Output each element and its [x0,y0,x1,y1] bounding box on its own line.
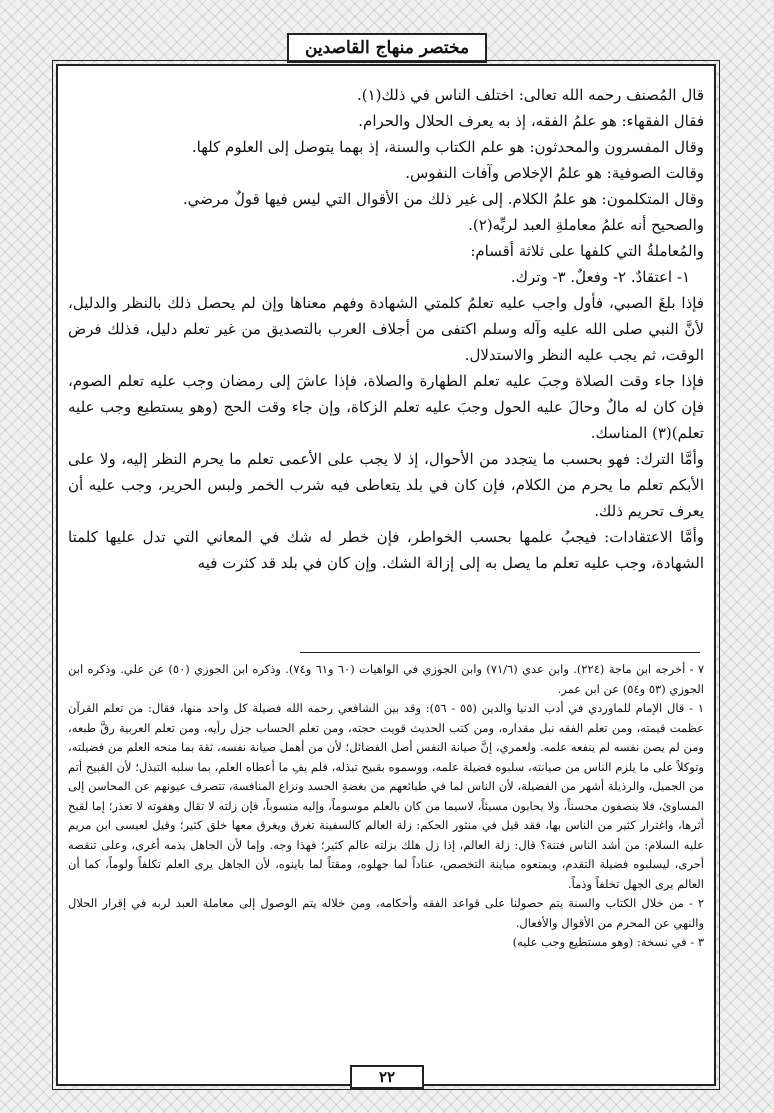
footnote: ٣ - في نسخة: (وهو مستطيع وجب عليه) [512,935,704,949]
page-content [56,64,716,1086]
paragraph: قال المُصنف رحمه الله تعالى: اختلف الناس في ذلك(١). [356,86,704,104]
footnote: ٧ - أخرجه ابن ماجة (٢٢٤). وابن عدي (٧١/٦) وابن الجوزي في الواهيات (٦٠ و٦١ و٧٤). وذكره ابن الجوزي (٥٠) عن علي. وذكره ابن الجوزي (٥٣ و٥٤) عن ابن عمر. [68,662,704,696]
paragraph: والصحيح أنه علمُ معاملةِ العبد لربِّه(٢). [468,216,704,234]
paragraph: فقال الفقهاء: هو علمُ الفقه، إذ به يعرف الحلال والحرام. [358,112,704,130]
footnote-separator [300,652,700,653]
paragraph: فإذا بلغَ الصبي، فأول واجب عليه تعلمُ كلمتي الشهادة وفهم معناها وإن لم يحصل ذلك بالنظر والدليل، لأنَّ النبي صلى الله عليه وآله وسلم اكتفى من أجلاف العرب بالتصديق من غير تعلم دليل، فذلك فرض الوقت، ثم يجب عليه النظر والاستدلال. [68,294,704,364]
paragraph: وأمَّا الاعتقادات: فيجبُ علمها بحسب الخواطر، فإن خطر له شك في المعاني التي تدل عليها كلمتا الشهادة، وجب عليه تعلم ما يصل به إلى إزالة الشك. وإن كان في بلد قد كثرت فيه [68,528,704,572]
paragraph: وقال المفسرون والمحدثون: هو علم الكتاب والسنة، إذ بهما يتوصل إلى العلوم كلها. [191,138,704,156]
paragraph: والمُعاملةُ التي كلفها على ثلاثة أقسام: [470,242,704,260]
paragraph: وأمَّا الترك: فهو بحسب ما يتجدد من الأحوال، إذ لا يجب على الأعمى تعلم ما يحرم النظر إليه، ولا على الأبكم تعلم ما يحرم من الكلام، فإن كان في بلد يتعاطى فيه شرب الخمر ولبس الحرير، وجب عليه أن يعرف تحريم ذلك. [68,450,704,520]
running-header [287,33,487,63]
footnotes [68,660,704,953]
book-title: مختصر منهاج القاصدين [304,38,470,58]
page-number: ٢٢ [378,1068,396,1086]
paragraph: وقال المتكلمون: هو علمُ الكلام. إلى غير ذلك من الأقوال التي ليس فيها قولٌ مرضي. [182,190,704,208]
main-text [68,82,704,576]
footnote: ٢ - من خلال الكتاب والسنة يتم حصولنا على قواعد الفقه وأحكامه، ومن خلاله يتم الوصول إلى معاملة العبد لربه في إقرار الحلال والنهي عن المحرم من الأقوال والأفعال. [68,896,704,930]
paragraph: وقالت الصوفية: هو علمُ الإخلاص وآفات النفوس. [405,164,704,182]
paragraph: فإذا جاء وقت الصلاة وجبَ عليه تعلم الطهارة والصلاة، فإذا عاشَ إلى رمضان وجب عليه تعلم الصوم، فإن كان له مالٌ وحالَ عليه الحول وجبَ عليه تعلم الزكاة، وإن جاء وقت الحج (وهو يستطيع وجب عليه تعلم)(٣) المناسك. [68,372,704,442]
footnote: ١ - قال الإمام للماوردي في أدب الدنيا والدين (٥٥ - ٥٦): وقد بين الشافعي رحمه الله فضيلة كل واحد منها، فقال: من تعلم القرآن عظمت قيمته، ومن تعلم الفقه نبل مقداره، ومن كتب الحديث قويت حجته، ومن تعلم الحساب جزل رأيه، ومن تعلم العربية رقَّ طبعه، ومن لم يصن نفسه لم ينفعه علمه. ولعمري، إنَّ صيانة النفس أصل الفضائل؛ لأن من أهمل صيانة نفسه، ثقة بما منحه العلم من فضيلته، وتوكلاً على ما يلزم الناس من صيانته، سلبوه فضيلة علمه، ووسموه بقبيح تبذله، فلم يفِ ما أعطاه العلم، بما سلبه التبذل؛ لأن القبيح أتم من الجميل، والرذيلة أشهر من الفضيلة، لأن الناس لما في طبائعهم من بغضةِ الحسد ونزاع المنافسة، تتصرف عيونهم عن المحاسن إلى المساوئ، فلا ينصفون محسناً، ولا يحابون مسيئاً، لاسيما من كان بالعلم موسوماً، وإليه منسوباً، فإن زلته لا تقال وهفوته لا تعذر؛ إما لقبح أثرها، واغترار كثير من الناس بها، فقد قيل في منثور الحكم: زلة العالم كالسفينة تغرق ويغرق معها خلق كثير؛ وقيل لعيسى ابن مريم عليه السلام: من أشد الناس فتنة؟ قال: زلة العالم، إذا زل هلك بزلته عالم كثير؛ فهذا وجه. وإما لأن الجاهل يذمه أغرى، وعلى تنقصه أحرى، ليسلبوه فضيلة التقدم، ويمنعوه مباينة التخصص، عناداً لما جهلوه، ومقتاً لما باينوه، لأن الجاهل يرى العلم تكلفاً ولوماً، كما أن العالم يرى الجهل تخلفاً وذماً. [68,701,704,891]
page-number-box [350,1065,424,1089]
list-line: ١- اعتقادٌ. ٢- وفعلٌ. ٣- وترك. [510,268,690,286]
